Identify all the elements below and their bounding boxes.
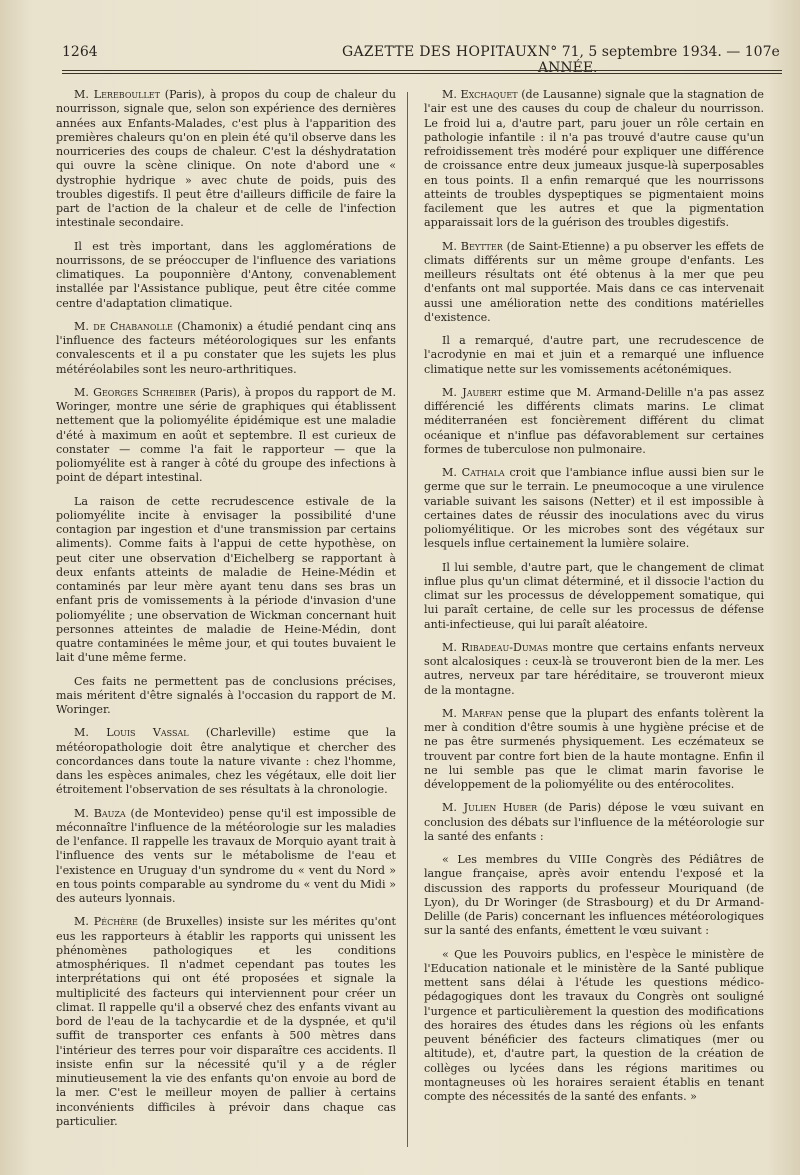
paragraph: Il a remarqué, d'autre part, une recrudescence de l'acrodynie en mai et juin et a remarqué une influence climatique nette sur les vomissements acétonémiques.	[424, 334, 764, 376]
paragraph: « Les membres du VIIIe Congrès des Pédiâtres de langue française, après avoir entendu l'exposé et la discussion des rapports du professeur Mouriquand (de Lyon), du Dr Woringer (de Strasbourg) et du Dr Armand-Delille (de Paris) concernant les influences météorologiques sur la santé des enfants, émettent le vœu suivant :	[424, 853, 764, 938]
header-rule-bottom	[62, 73, 782, 74]
paragraph: Il lui semble, d'autre part, que le changement de climat influe plus qu'un climat déterminé, et il dissocie l'action du climat sur les processus de développement somatique, qui lui paraît certaine, de celle sur les processus de défense anti-infectieuse, qui lui paraît aléatoire.	[424, 560, 764, 631]
page-number: 1264	[62, 44, 98, 60]
paragraph: M. Beytter (de Saint-Etienne) a pu observer les effets de climats différents sur un même groupe d'enfants. Les meilleurs résultats ont été obtenus à la mer que peu d'enfants ont mal supportée. Mais dans ce cas intervenait aussi une amélioration nette des conditions matérielles d'existence.	[424, 239, 764, 324]
paragraph: M. Georges Schreiber (Paris), à propos du rapport de M. Woringer, montre une série de graphiques qui établissent nettement que la poliomyélite épidémique est une maladie d'été à maximum en août et septembre. Il est curieux de constater — comme l'a fait le rapporteur — que la poliomyélite est à ranger à côté du groupe des infections à point de départ intestinal.	[56, 385, 396, 485]
paragraph: M. Bauza (de Montevideo) pense qu'il est impossible de méconnaître l'influence de la météorologie sur les maladies de l'enfance. Il rappelle les travaux de Morquio ayant trait à l'influence des vents sur le métabolisme de l'eau et l'existence en Uruguay d'un syndrome du « vent du Nord » en tous points comparable au syndrome du « vent du Midi » des auteurs lyonnais.	[56, 806, 397, 905]
speaker-name: M. Louis Vassal	[74, 726, 189, 740]
paragraph: M. Ribadeau-Dumas montre que certains enfants nerveux sont alcalosiques : ceux-là se trouveront bien de la mer. Les autres, nerveux par tare héréditaire, se trouveront mieux de la montagne.	[424, 640, 764, 697]
paragraph: M. Marfan pense que la plupart des enfants tolèrent la mer à condition d'être soumis à une hygiène précise et de ne pas être surmenés physiquement. Les eczémateux se trouvent par contre fort bien de la haute montagne. Enfin il ne lui semble pas que le climat marin favorise le développement de la poliomyélite ou des entérocolites.	[424, 706, 764, 791]
speaker-name: M. Exchaquet	[442, 88, 518, 101]
speaker-name: M. de Chabanolle	[74, 319, 173, 333]
paragraph: La raison de cette recrudescence estivale de la poliomyélite incite à envisager la possibilité d'une contagion par ingestion et d'une transmission par certains aliments). Comme faits à l'appui de cette hypothèse, on peut citer une observation d'Eichelberg se rapportant à deux enfants atteints de maladie de Heine-Médin et contaminés par leur mère ayant tenu dans ses bras un enfant pris de vomissements à la période d'invasion d'une poliomyélite ; une observation de Wickman concernant huit personnes atteintes de maladie de Heine-Médin, dont quatre contaminées le même jour, et qui toutes buvaient le lait d'une même ferme.	[56, 494, 396, 665]
paragraph: M. Péchère (de Bruxelles) insiste sur les mérites qu'ont eus les rapporteurs à établir les rapports qui unissent les phénomènes pathologiques et les conditions atmosphériques. Il n'admet cependant pas toutes les interprétations qui ont été proposées et signale la multiplicité des facteurs qui interviennent pour créer un climat. Il rappelle qu'il a observé chez des enfants vivant au bord de l'eau de la tachycardie et de la dyspnée, et qu'il suffit de transporter ces enfants à 500 mètres dans l'intérieur des terres pour voir disparaître ces accidents. Il insiste enfin sur la nécessité qu'il y a de régler minutieusement la vie des enfants qu'on envoie au bord de la mer. C'est le meilleur moyen de pallier à certains inconvénients difficiles à prévoir dans chaque cas particulier.	[56, 915, 396, 1128]
header-rule-top	[62, 70, 782, 71]
speaker-name: M. Péchère	[74, 915, 138, 929]
paragraph: M. Julien Huber (de Paris) dépose le vœu suivant en conclusion des débats sur l'influence de la météorologie sur la santé des enfants :	[424, 801, 764, 843]
paragraph: « Que les Pouvoirs publics, en l'espèce le ministère de l'Education nationale et le ministère de la Santé publique mettent sans délai à l'étude les questions médico-pédagogiques dont les travaux du Congrès ont souligné l'urgence et particulièrement la question des modifications des horaires des études dans les régions où les enfants peuvent bénéficier des facteurs climatiques (mer ou altitude), et, d'autre part, la question de la création de collèges ou lycées dans les régions maritimes ou montagneuses où les horaires seraient établis en tenant compte des nécessités de la santé des enfants. »	[424, 947, 764, 1103]
running-header	[62, 44, 782, 76]
paragraph: M. Lereboullet (Paris), à propos du coup de chaleur du nourrisson, signale que, selon son expérience des dernières années aux Enfants-Malades, c'est plus à l'apparition des premières chaleurs qu'on en plein été qu'il observe dans les nourriceries des coups de chaleur. C'est la déshydratation qui ouvre la scène clinique. On note d'abord une « dystrophie hydrique » avec chute de poids, puis des troubles digestifs. Il peut être d'ailleurs difficile de faire la part de l'action de la chaleur et de celle de l'infection intestinale secondaire.	[56, 88, 396, 230]
left-column	[56, 88, 396, 1138]
speaker-name: M. Julien Huber	[442, 801, 538, 815]
column-divider	[407, 92, 408, 1147]
speaker-name: M. Beytter	[442, 239, 503, 253]
speaker-name: M. Bauza	[74, 806, 126, 820]
speaker-name: M. Lereboullet	[74, 88, 160, 101]
paragraph: M. de Chabanolle (Chamonix) a étudié pendant cinq ans l'influence des facteurs météorologiques sur les enfants convalescents et il a pu constater que les sujets les plus météréolabiles sont les neuro-arthritiques.	[56, 319, 396, 376]
paragraph: M. Exchaquet (de Lausanne) signale que la stagnation de l'air est une des causes du coup de chaleur du nourrisson. Le froid lui a, d'autre part, paru jouer un rôle certain en pathologie infantile : il n'a pas trouvé d'autre cause qu'un refroidissement très modéré pour expliquer une différence de croissance entre deux jumeaux jusque-là superposables en tous points. Il a enfin remarqué que les nourrissons atteints de troubles dyspeptiques se pigmentaient moins facilement que les autres et que la pigmentation apparaissait lors de la guérison des troubles digestifs.	[424, 88, 765, 230]
speaker-name: M. Marfan	[442, 706, 503, 720]
right-column	[424, 88, 764, 1113]
speaker-name: M. Ribadeau-Dumas	[442, 640, 549, 654]
issue-info: N° 71, 5 septembre 1934. — 107e ANNÉE.	[538, 44, 780, 76]
paragraph: M. Jaubert estime que M. Armand-Delille n'a pas assez différencié les différents climats marins. Le climat méditerranéen est foncièrement différent du climat océanique et n'influe pas défavorablement sur certaines formes de tuberculose non pulmonaire.	[424, 385, 764, 456]
journal-title: GAZETTE DES HOPITAUX	[342, 44, 538, 60]
paragraph: Ces faits ne permettent pas de conclusions précises, mais méritent d'être signalés à l'occasion du rapport de M. Woringer.	[56, 674, 396, 716]
paragraph: M. Louis Vassal (Charleville) estime que la météoropathologie doit être analytique et chercher des concordances dans toute la nature vivante : chez l'homme, dans les espèces animales, chez les végétaux, elle doit lier étroitement l'observation de ses résultats à la chronologie.	[56, 726, 396, 797]
paragraph: Il est très important, dans les agglomérations de nourrissons, de se préoccuper de l'influence des variations climatiques. La pouponnière d'Antony, convenablement installée par l'Assistance publique, peut être citée comme centre d'adaptation climatique.	[56, 239, 396, 310]
paragraph: M. Cathala croit que l'ambiance influe aussi bien sur le germe que sur le terrain. Le pneumocoque a une virulence variable suivant les saisons (Netter) et il est impossible à certaines dates de réussir des inoculations avec du virus poliomyélitique. Or les microbes sont des végétaux sur lesquels influe certainement la lumière solaire.	[424, 466, 764, 551]
speaker-name: M. Jaubert	[442, 385, 503, 399]
speaker-name: M. Georges Schreiber	[74, 385, 196, 399]
speaker-name: M. Cathala	[442, 466, 505, 479]
